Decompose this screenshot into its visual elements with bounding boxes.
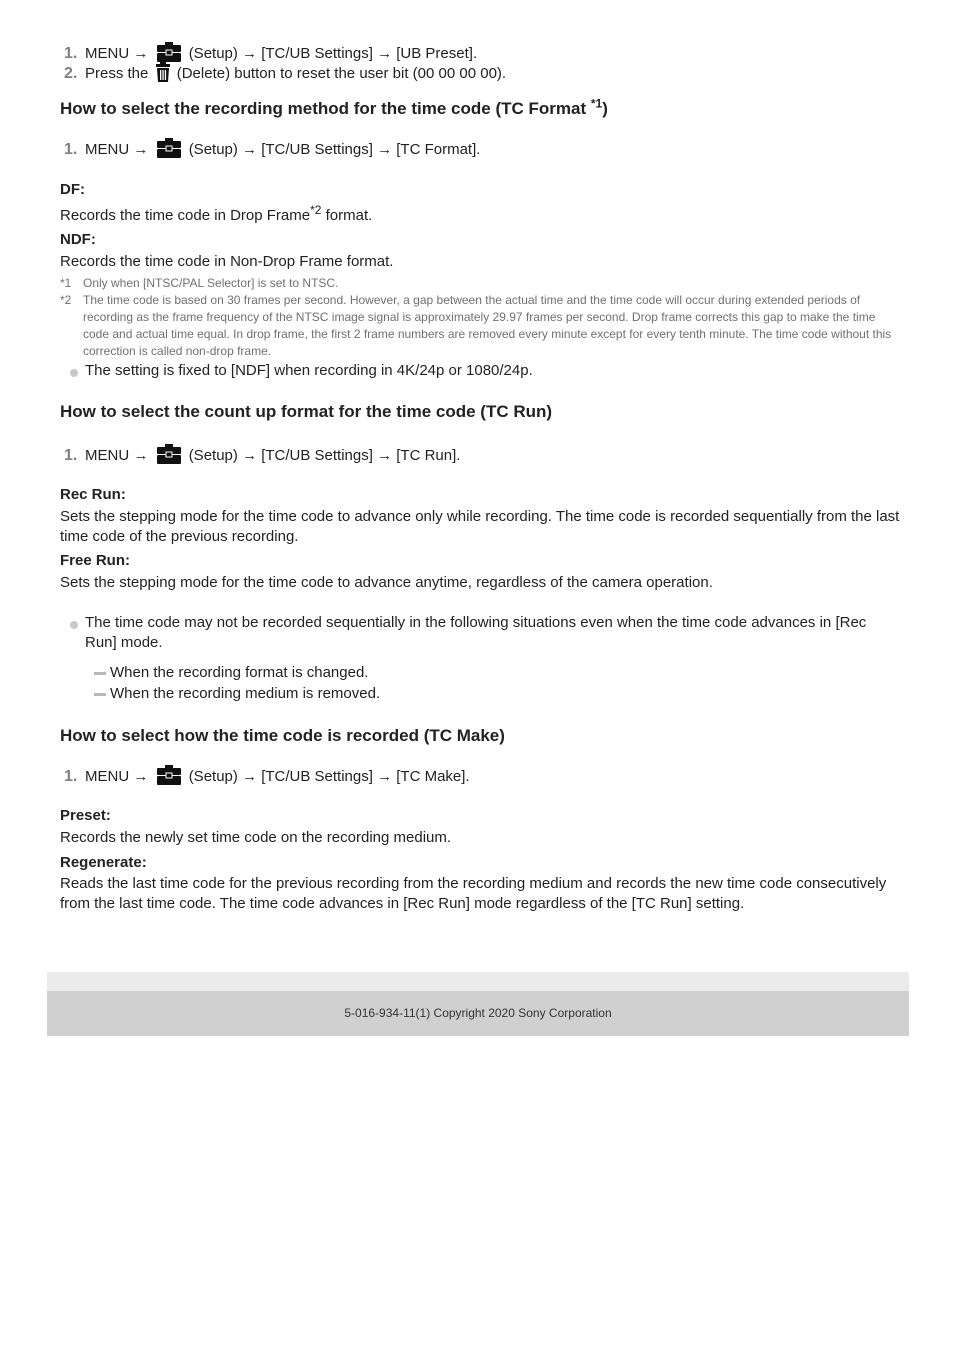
step-number: 1. (64, 768, 78, 785)
note-item: The time code may not be recorded sequentially in the following situations even when the time code advances in [Rec Run] mode. (60, 613, 900, 653)
note-item: The setting is fixed to [NDF] when recording in 4K/24p or 1080/24p. (60, 361, 900, 381)
ndf-term: NDF: (60, 231, 96, 248)
rec-run-description: Sets the stepping mode for the time code to advance only while recording. The time code is recorded sequentially from the last time code of the previous recording. (60, 508, 900, 545)
step-number: 1. (64, 141, 78, 158)
preset-description: Records the newly set time code on the recording medium. (60, 829, 452, 846)
free-run-description: Sets the stepping mode for the time code to advance anytime, regardless of the camera operation. (60, 574, 713, 591)
step-text-pre: MENU → (85, 447, 149, 464)
step-text-post: (Delete) button to reset the user bit (00 00 00 00). (176, 65, 507, 82)
rec-run-term: Rec Run: (60, 486, 126, 503)
step-delete-reset (60, 64, 900, 84)
toolbox-icon (155, 42, 183, 62)
step-text-post: (Setup) → [TC/UB Settings] → [TC Format]. (188, 141, 481, 158)
step-ub-preset (60, 44, 900, 64)
footnote-2 (60, 292, 900, 360)
step-number: 2. (64, 65, 78, 82)
trash-icon (155, 62, 171, 82)
regenerate-description: Reads the last time code for the previous recording from the recording medium and records the new time code consecutively from the last time code. The time code advances in [Rec Run] mode regardless of the [TC Run] setting. (60, 875, 887, 912)
toolbox-icon (155, 444, 183, 464)
sub-list-item: When the recording format is changed. (60, 663, 900, 683)
dash-icon (94, 693, 106, 696)
step-tc-make (60, 767, 900, 787)
free-run-term: Free Run: (60, 552, 131, 569)
sub-list-item: When the recording medium is removed. (60, 684, 900, 704)
dash-icon (94, 672, 106, 675)
footnote-text: Only when [NTSC/PAL Selector] is set to NTSC. (83, 276, 339, 290)
regenerate-term: Regenerate: (60, 854, 147, 871)
df-description: Records the time code in Drop Frame$^{*2}$ format. (60, 203, 373, 224)
tc-run-heading: How to select the count up format for the time code (TC Run) (60, 402, 553, 421)
step-text-pre: MENU → (85, 768, 149, 785)
step-tc-format (60, 140, 900, 160)
step-text-post: (Setup) → [TC/UB Settings] → [TC Make]. (188, 768, 470, 785)
step-text-pre: Press the (85, 65, 149, 82)
footer (47, 991, 909, 1036)
footer-band (47, 972, 909, 991)
step-text-post: (Setup) → [TC/UB Settings] → [UB Preset]. (188, 45, 478, 62)
toolbox-icon (155, 765, 183, 785)
footnote-text: The time code is based on 30 frames per second. However, a gap between the actual time and the time code will occur during extended periods of recording as the frame frequency of the NTSC image signal is approximately 29.97 frames per second. Drop frame corrects this gap to make the time code and actual time equal. In drop frame, the first 2 frame numbers are removed every minute except for every tenth minute. The time code without this correction is called non-drop frame. (83, 293, 892, 358)
bullet-icon (70, 369, 78, 377)
step-text-pre: MENU → (85, 141, 149, 158)
step-number: 1. (64, 447, 78, 464)
footnote-ref: *2 (310, 203, 322, 217)
step-text-pre: MENU → (85, 45, 149, 62)
footnote-mark: *1 (60, 276, 72, 290)
footnote-ref: *1 (590, 96, 603, 111)
preset-term: Preset: (60, 807, 111, 824)
manual-content (60, 44, 900, 914)
df-term: DF: (60, 181, 85, 198)
ndf-description: Records the time code in Non-Drop Frame format. (60, 253, 394, 270)
step-number: 1. (64, 45, 78, 62)
step-text-post: (Setup) → [TC/UB Settings] → [TC Run]. (188, 447, 461, 464)
footnote-1 (60, 275, 900, 292)
tc-format-heading: How to select the recording method for the time code (TC Format $^{*1}$) (60, 96, 608, 118)
bullet-icon (70, 621, 78, 629)
step-tc-run (60, 446, 900, 466)
copyright-text: 5-016-934-11(1) Copyright 2020 Sony Corporation (344, 1006, 612, 1020)
footnote-mark: *2 (60, 293, 72, 307)
toolbox-icon (155, 138, 183, 158)
tc-make-heading: How to select how the time code is recorded (TC Make) (60, 726, 505, 745)
